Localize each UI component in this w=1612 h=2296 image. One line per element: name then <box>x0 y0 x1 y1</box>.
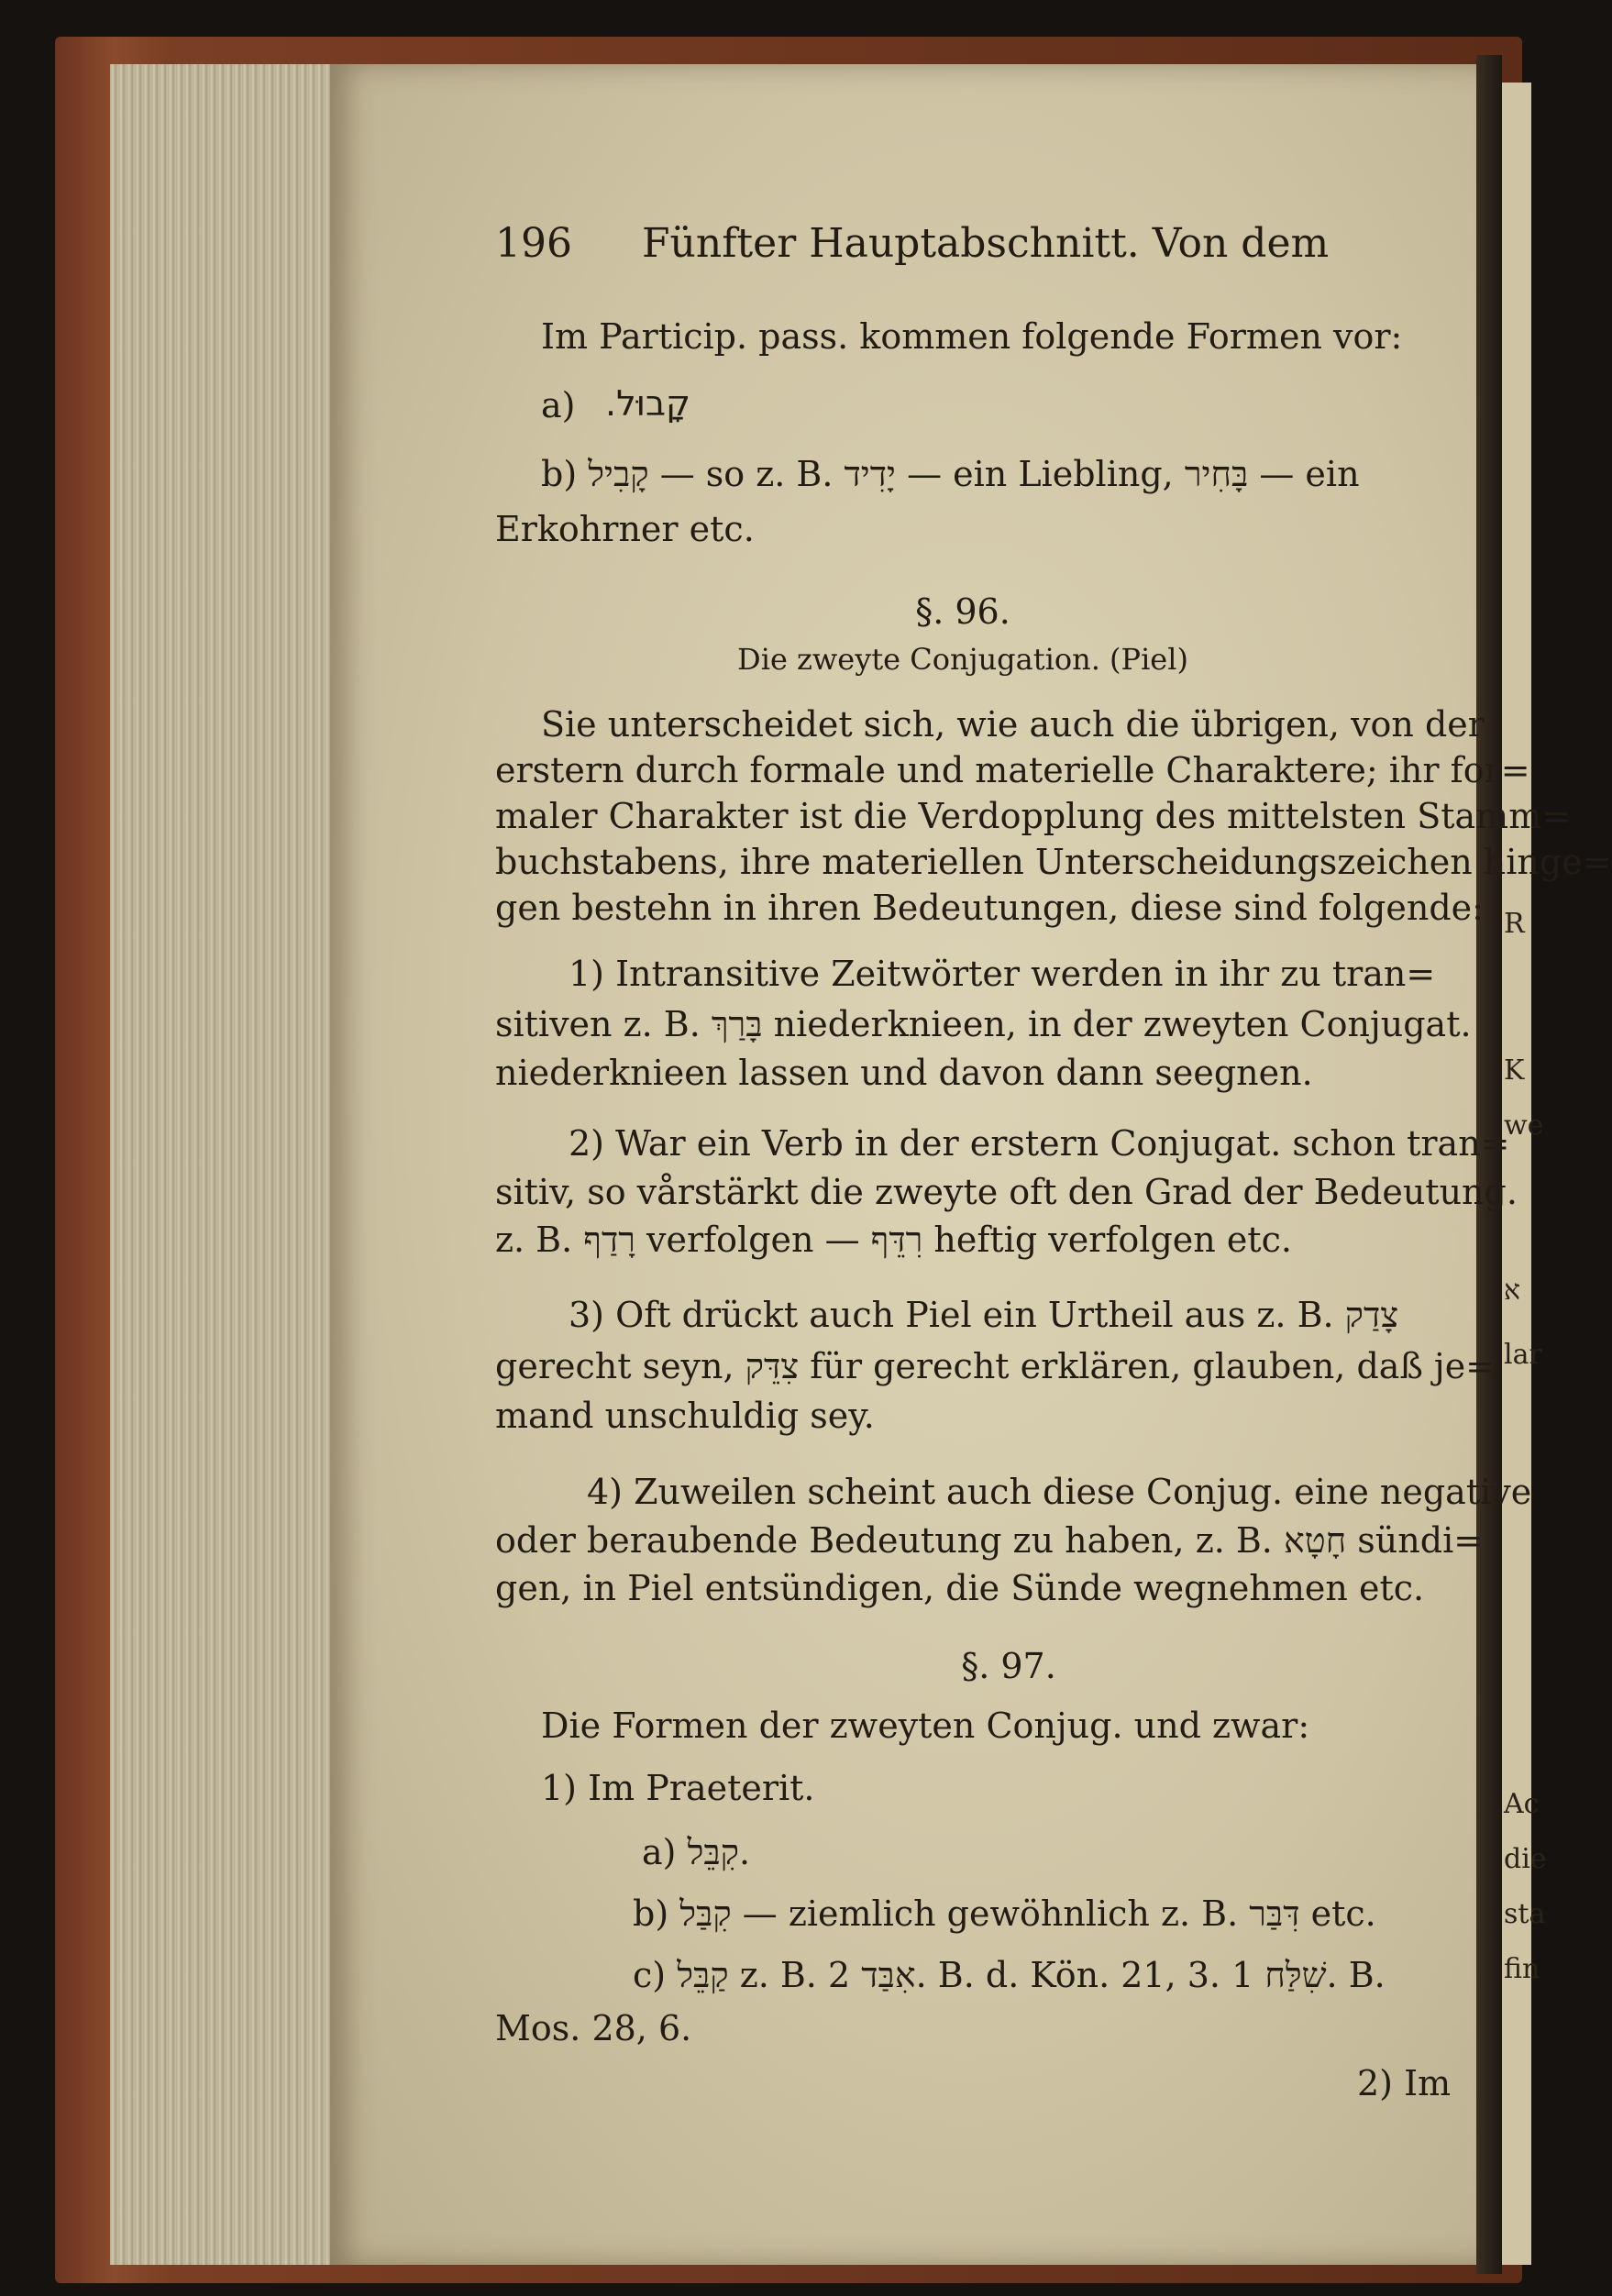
item-1-line: 1) Intransitive Zeitwörter werden in ihr zu tran= <box>569 954 1436 994</box>
paragraph-line: gen bestehn in ihren Bedeutungen, diese sind folgende: <box>495 888 1484 928</box>
section-97-title: Die Formen der zweyten Conjug. und zwar: <box>541 1705 1310 1746</box>
next-page-fragment: fin <box>1504 1953 1540 1985</box>
form-c: c) קַבֵּל z. B. אִבַּד 2. B. d. Kön. 21, 3. שִׁלַּח 1. B. <box>633 1955 1386 1995</box>
next-page-fragment: K <box>1504 1054 1525 1087</box>
item-4-line: gen, in Piel entsündigen, die Sünde wegnehmen etc. <box>495 1568 1425 1608</box>
item-3-line: gerecht seyn, צִדֵּק für gerecht erklären, glauben, daß je= <box>495 1346 1496 1386</box>
next-page-fragment: Ac <box>1504 1788 1540 1820</box>
intro-line: Im Particip. pass. kommen folgende Formen vor: <box>541 316 1403 357</box>
form-b-continuation: Erkohrner etc. <box>495 509 755 549</box>
form-c-continuation: Mos. 28, 6. <box>495 2008 692 2048</box>
item-1-line: sitiven z. B. בָּרַךְ niederknieen, in der zweyten Conjugat. <box>495 1004 1472 1044</box>
catchword: 2) Im <box>1357 2063 1452 2103</box>
item-3-line: 3) Oft drückt auch Piel ein Urtheil aus z. B. צָדַק <box>569 1295 1399 1335</box>
form-b: b) קִבַּל — ziemlich gewöhnlich z. B. דִּבַּר etc. <box>633 1893 1376 1934</box>
form-a-hebrew: קָבוּל. <box>605 383 690 424</box>
running-title: Fünfter Hauptabschnitt. Von dem <box>642 220 1330 267</box>
section-96-number: §. 96. <box>915 591 1010 632</box>
item-2-line: 2) War ein Verb in der erstern Conjugat. schon tran= <box>569 1123 1510 1164</box>
form-a-label: a) <box>541 385 576 425</box>
page-edges <box>110 64 339 2265</box>
item-2-line: sitiv, so vårstärkt die zweyte oft den Grad der Bedeutung. <box>495 1172 1518 1212</box>
item-3-line: mand unschuldig sey. <box>495 1396 875 1436</box>
section-96-title: Die zweyte Conjugation. (Piel) <box>737 642 1188 677</box>
item-4-line: oder beraubende Bedeutung zu haben, z. B. חָטָא sündi= <box>495 1520 1484 1561</box>
book-page <box>330 64 1485 2265</box>
paragraph-line: Sie unterscheidet sich, wie auch die übrigen, von der <box>541 704 1485 745</box>
item-2-line: z. B. רָדַף verfolgen — רִדֵּף heftig verfolgen etc. <box>495 1220 1292 1260</box>
form-a: a) קִבֵּל. <box>642 1832 751 1872</box>
item-1-line: niederknieen lassen und davon dann seegnen. <box>495 1053 1313 1093</box>
next-page-fragment: lar <box>1504 1339 1542 1371</box>
paragraph-line: maler Charakter ist die Verdopplung des mittelsten Stamm= <box>495 796 1572 836</box>
next-page-fragment: א <box>1504 1275 1521 1307</box>
page-number: 196 <box>495 220 572 267</box>
next-page-fragment: sta <box>1504 1898 1546 1930</box>
next-page-fragment: we <box>1504 1109 1544 1142</box>
form-b-line: b) קָבִיל — so z. B. יָדִיד — ein Liebling, בָּחִיר — ein <box>541 454 1360 494</box>
paragraph-line: buchstabens, ihre materiellen Unterscheidungszeichen hinge= <box>495 842 1612 882</box>
next-page-fragment: die <box>1504 1843 1547 1875</box>
section-97-number: §. 97. <box>961 1646 1056 1686</box>
praeterit-heading: 1) Im Praeterit. <box>541 1768 815 1808</box>
next-page-fragment: R <box>1504 908 1525 940</box>
item-4-line: 4) Zuweilen scheint auch diese Conjug. eine negative <box>587 1472 1532 1512</box>
paragraph-line: erstern durch formale und materielle Charaktere; ihr for= <box>495 750 1530 790</box>
book-gutter <box>1476 55 1502 2274</box>
